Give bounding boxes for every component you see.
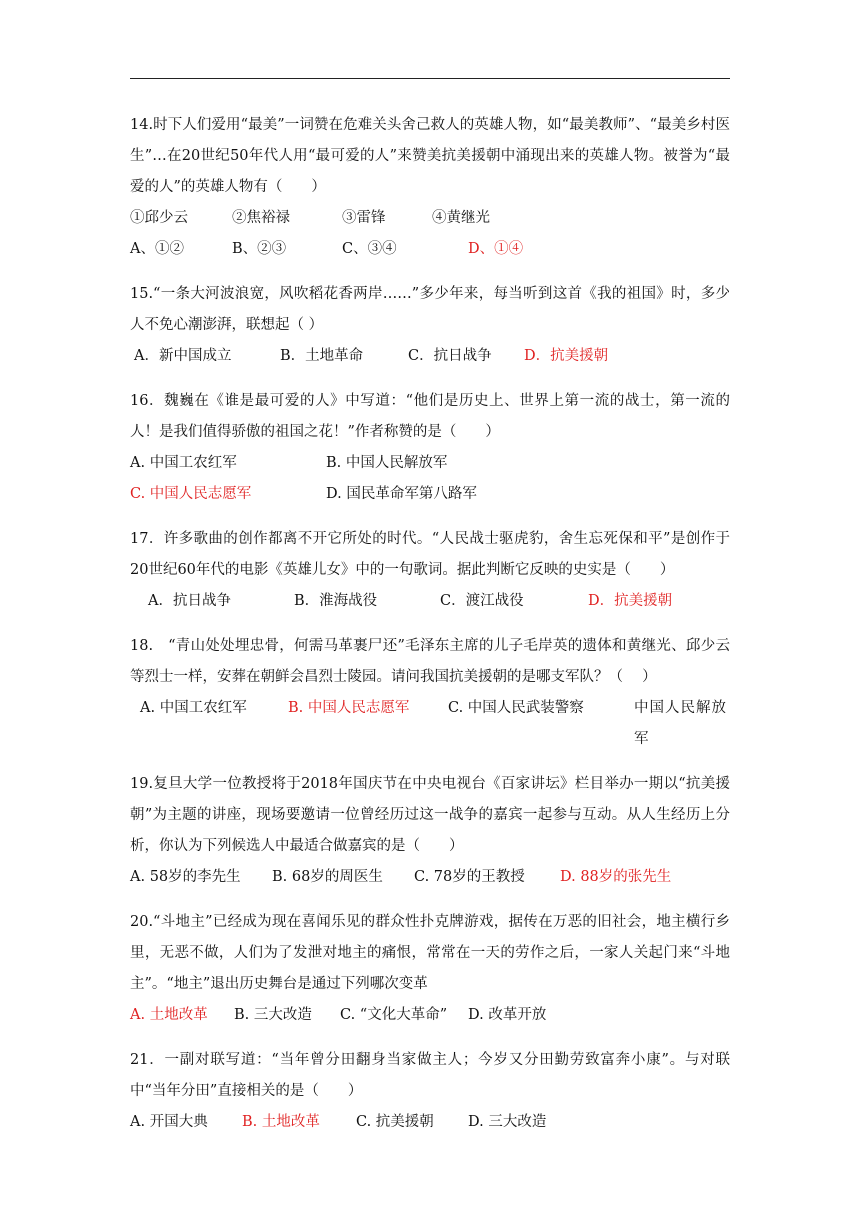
question-stem: 17．许多歌曲的创作都离不开它所处的时代。“人民战士驱虎豹，舍生忘死保和平”是创作于20世纪60年代的电影《英雄儿女》中的一句歌词。据此判断它反映的史实是（ ） xyxy=(130,531,730,578)
option-a: A、①② xyxy=(130,241,184,257)
option-a: A．抗日战争 xyxy=(148,593,231,609)
question-19 xyxy=(130,769,730,893)
option-c: C. “文化大革命” xyxy=(340,1007,448,1023)
question-stem: 18. “青山处处埋忠骨，何需马革裹尸还”毛泽东主席的儿子毛岸英的遗体和黄继光、邱少云等烈士一样，安葬在朝鲜会昌烈士陵园。请问我国抗美援朝的是哪支军队？（ ） xyxy=(130,638,730,685)
question-16 xyxy=(130,386,730,510)
option-list xyxy=(130,586,730,617)
option-d: D. 三大改造 xyxy=(468,1114,547,1130)
option-c: C、③④ xyxy=(342,241,397,257)
option-b-answer: B. 土地改革 xyxy=(242,1114,320,1130)
option-d: D. 改革开放 xyxy=(468,1007,547,1023)
option-list xyxy=(130,1000,730,1031)
option-a: A. 中国工农红军 xyxy=(130,455,237,471)
question-15 xyxy=(130,279,730,372)
option-d-answer: D．抗美援朝 xyxy=(524,348,609,364)
option-a: A．新中国成立 xyxy=(134,348,232,364)
question-stem: 20.“斗地主”已经成为现在喜闻乐见的群众性扑克牌游戏，据传在万恶的旧社会，地主横行乡里，无恶不做，人们为了发泄对地主的痛恨，常常在一天的劳作之后，一家人关起门来“斗地主”。“地主”退出历史舞台是通过下列哪次变革 xyxy=(130,914,730,992)
option-c: C．抗日战争 xyxy=(408,348,492,364)
option-b: B．淮海战役 xyxy=(294,593,378,609)
question-14 xyxy=(130,110,730,265)
option-a-answer: A. 土地改革 xyxy=(130,1007,208,1023)
option-a: A. 中国工农红军 xyxy=(140,700,247,716)
option-c: C. 抗美援朝 xyxy=(356,1114,434,1130)
option-c: C. 78岁的王教授 xyxy=(414,869,525,885)
option-list xyxy=(130,693,730,755)
option-b: B. 68岁的周医生 xyxy=(272,869,383,885)
question-21 xyxy=(130,1045,730,1138)
option-d: 中国人民解放军 xyxy=(634,700,726,747)
option-list xyxy=(130,341,730,372)
question-stem: 19.复旦大学一位教授将于2018年国庆节在中央电视台《百家讲坛》栏目举办一期以“抗美援朝”为主题的讲座，现场要邀请一位曾经历过这一战争的嘉宾一起参与互动。从人生经历上分析，你认为下列候选人中最适合做嘉宾的是（ ） xyxy=(130,776,730,854)
option-d-answer: D. 88岁的张先生 xyxy=(560,869,672,885)
choice-2: ②焦裕禄 xyxy=(232,210,290,226)
choice-4: ④黄继光 xyxy=(432,210,490,226)
option-d-answer: D．抗美援朝 xyxy=(588,593,673,609)
option-b: B、②③ xyxy=(232,241,287,257)
option-a: A. 开国大典 xyxy=(130,1114,208,1130)
option-b: B. 中国人民解放军 xyxy=(326,455,448,471)
question-17 xyxy=(130,524,730,617)
choice-3: ③雷锋 xyxy=(342,210,386,226)
question-stem: 14.时下人们爱用“最美”一词赞在危难关头舍己救人的英雄人物，如“最美教师”、“最美乡村医生”…在20世纪50年代人用“最可爱的人”来赞美抗美援朝中涌现出来的英雄人物。被誉为“最爱的人”的英雄人物有（ ） xyxy=(130,117,730,195)
option-list xyxy=(130,234,730,265)
option-b: B. 三大改造 xyxy=(234,1007,312,1023)
question-stem: 21．一副对联写道：“当年曾分田翻身当家做主人；今岁又分田勤劳致富奔小康”。与对联中“当年分田”直接相关的是（ ） xyxy=(130,1052,730,1099)
option-a: A. 58岁的李先生 xyxy=(130,869,241,885)
option-b-answer: B. 中国人民志愿军 xyxy=(288,700,410,716)
option-c: C．渡江战役 xyxy=(440,593,524,609)
choice-1: ①邱少云 xyxy=(130,210,188,226)
question-18 xyxy=(130,631,730,755)
option-list xyxy=(130,448,730,510)
header-rule xyxy=(130,78,730,79)
option-d-answer: D、①④ xyxy=(468,241,524,257)
question-20 xyxy=(130,907,730,1031)
option-list xyxy=(130,862,730,893)
choice-list xyxy=(130,203,730,234)
question-list xyxy=(130,110,730,1152)
question-stem: 16．魏巍在《谁是最可爱的人》中写道：“他们是历史上、世界上第一流的战士，第一流的人！是我们值得骄傲的祖国之花！”作者称赞的是（ ） xyxy=(130,393,730,440)
option-c-answer: C. 中国人民志愿军 xyxy=(130,486,252,502)
question-stem: 15.“一条大河波浪宽，风吹稻花香两岸……”多少年来，每当听到这首《我的祖国》时，多少人不免心潮澎湃，联想起（ ） xyxy=(130,286,730,333)
option-c: C. 中国人民武装警察 xyxy=(448,700,584,716)
option-b: B．土地革命 xyxy=(280,348,364,364)
option-d: D. 国民革命军第八路军 xyxy=(326,486,477,502)
option-list xyxy=(130,1107,730,1138)
